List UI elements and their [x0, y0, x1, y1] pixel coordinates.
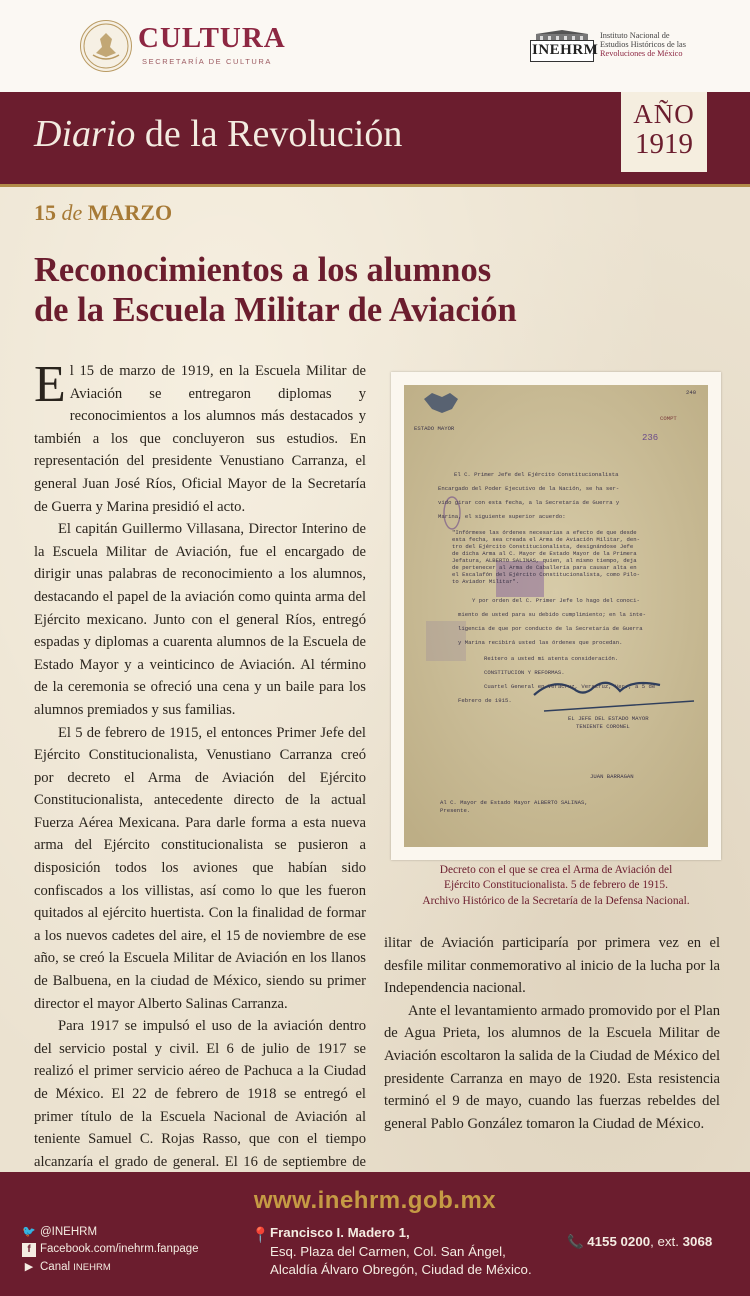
doc-line: Encargado del Poder Ejecutivo de la Nación, se ha ser-: [438, 485, 620, 492]
decree-document-image: [404, 385, 708, 847]
article-date: [34, 200, 172, 226]
doc-stamp: COMPT: [660, 415, 677, 422]
publication-title-italic: Diario: [34, 113, 136, 155]
phone-number: 4155 0200: [587, 1234, 651, 1249]
year-box: [621, 92, 707, 172]
article-column-right: [384, 932, 720, 1135]
institute-line-2: Estudios Históricos de las: [600, 40, 686, 50]
doc-line: y Marina recibirá usted las órdenes que procedan.: [458, 639, 623, 646]
figure-caption: [391, 863, 721, 909]
address-line-2: Esq. Plaza del Carmen, Col. San Ángel,: [270, 1243, 506, 1259]
paragraph-4-continued: ilitar de Aviación participaría por primera vez en el desfile militar conmemorativo al inicio de la lucha por la Independencia nacional.: [384, 935, 720, 997]
location-pin-icon: 📍: [251, 1227, 270, 1244]
doc-line: tro del Ejército Constitucionalista, designándose Jefe: [452, 543, 634, 550]
inehrm-logo: [530, 30, 599, 64]
paragraph-5: Ante el levantamiento armado promovido por el Plan de Agua Prieta, los alumnos de la Escuela Militar de Aviación escoltaron la salida de la Ciudad de México del presidente Carranza en mayo de 1920. Esta resistencia terminó el 9 de mayo, cuando las fuerzas rebeldes del general Pablo González tomaron la Ciudad de México.: [384, 1002, 720, 1132]
doc-line: Jefatura, ALBERTO SALINAS, quien, al mismo tiempo, deja: [452, 557, 637, 564]
drop-cap: E: [34, 356, 66, 413]
paragraph-2: El capitán Guillermo Villasana, Director Interino de la Escuela Militar de Aviación, fue el encargado de dirigir unas palabras de reconocimiento a los alumnos, destacando el papel de la aviación como quinta arma del Ejército mexicano. Junto con el general Ríos, entregó espadas y diplomas a cuarenta alumnos de la Escuela de Estado Mayor y a veinticinco de Aviación. Al término de la ceremonia se ofreció una cena y un baile para los alumnos premiados y sus familias.: [34, 521, 366, 718]
doc-line: vido girar con esta fecha, a la Secretaría de Guerra y: [438, 499, 620, 506]
doc-line: Al C. Mayor de Estado Mayor ALBERTO SALINAS,: [440, 799, 588, 806]
top-header: [0, 0, 750, 92]
institute-line-3: Revoluciones de México: [600, 49, 683, 59]
doc-reference-number: 236: [642, 433, 659, 443]
twitter-handle: @INEHRM: [40, 1226, 98, 1238]
doc-line: "Infórmese las órdenes necesarias a efecto de que desde: [452, 529, 637, 536]
doc-line: de pertenecer al Arma de Caballería para causar alta en: [452, 564, 637, 571]
coat-of-arms-icon: [80, 20, 132, 72]
brand-subtitle: SECRETARÍA DE CULTURA: [142, 57, 273, 66]
date-month: MARZO: [87, 200, 173, 225]
doc-line: el Escalafón del Ejército Constitucionalista, como Pilo-: [452, 571, 640, 578]
doc-line: JUAN BARRAGAN: [590, 773, 634, 780]
institute-line-1: Instituto Nacional de: [600, 31, 670, 40]
youtube-icon: ▶: [24, 1261, 34, 1273]
phone[interactable]: [567, 1234, 712, 1250]
date-de: de: [61, 200, 83, 225]
phone-ext: 3068: [682, 1234, 713, 1249]
phone-ext-label: , ext.: [650, 1234, 679, 1249]
doc-line: Febrero de 1915.: [458, 697, 512, 704]
doc-line: de dicha Arma al C. Mayor de Estado Mayor de la Primera: [452, 550, 637, 557]
doc-line: Reitero a usted mi atenta consideración.: [484, 655, 619, 662]
facebook-url: Facebook.com/inehrm.fanpage: [40, 1243, 199, 1255]
publication-title-rest: de la Revolución: [135, 113, 403, 155]
facebook-link[interactable]: [22, 1242, 199, 1257]
caption-line-2: Ejército Constitucionalista. 5 de febrero de 1915.: [444, 879, 668, 892]
address: [254, 1224, 532, 1280]
paragraph-1: [34, 356, 366, 518]
year-label: AÑO: [633, 99, 695, 129]
doc-page-number: 240: [686, 389, 697, 396]
twitter-icon: 🐦: [22, 1226, 36, 1238]
paragraph-4: Para 1917 se impulsó el uso de la aviación dentro del servicio postal y civil. El 6 de julio de 1917 se realizó el primer servicio aéreo de Pachuca a la Ciudad de México. El 22 de febrero de 1918 se entregó el primer título de la Escuela Nacional de Aviación al teniente Samuel C. Rojas Rasso, que con el tiempo alcanzaría el grado de general. El 16 de septiembre de: [34, 1018, 366, 1170]
website-link[interactable]: www.inehrm.gob.mx: [253, 1187, 497, 1214]
doc-line: CONSTITUCION Y REFORMAS.: [484, 669, 565, 676]
paragraph-3: El 5 de febrero de 1915, el entonces Primer Jefe del Ejército Constitucionalista, Venustiano Carranza creó por decreto el Arma de Aviación del Ejército Constitucionalista, antecedente directo de la actual Fuerza Aérea Mexicana. Para darle forma a esta nueva arma del Ejército constitucionalista se pusieron a disposición todos los aviones que habían sido confiscados a los villistas, así como lo que les fueron quitados al ejército huertista. Con la finalidad de formar a los nuevos cadetes del aire, el 15 de noviembre de ese año, se creó la Escuela Militar de Aviación en los llanos de Balbuena, en la ciudad de México, siendo su primer director el mayor Alberto Salinas Carranza.: [34, 724, 366, 1012]
doc-line: Cuartel General en Veracruz, Veracruz, Ver., a 5 de: [484, 683, 656, 690]
youtube-channel: INEHRM: [73, 1262, 111, 1273]
year-value: 1919: [635, 128, 693, 160]
youtube-link[interactable]: [22, 1260, 111, 1275]
paragraph-1-text: l 15 de marzo de 1919, en la Escuela Militar de Aviación se entregaron diplomas y reconocimientos a los alumnos más destacados y también a los que concluyeron sus estudios. En representación del presidente Venustiano Carranza, el general Juan José Ríos, Oficial Mayor de la Secretaría de Guerra y Marina presidió el acto.: [34, 363, 366, 515]
doc-line: TENIENTE CORONEL: [576, 723, 630, 730]
doc-line: El C. Primer Jefe del Ejército Constitucionalista: [454, 471, 619, 478]
facebook-icon: f: [22, 1243, 36, 1257]
doc-line: Presente.: [440, 807, 471, 814]
date-day: 15: [34, 200, 56, 225]
address-line-3: Alcaldía Álvaro Obregón, Ciudad de México.: [270, 1262, 532, 1277]
twitter-link[interactable]: [22, 1225, 97, 1239]
doc-line: Y por orden del C. Primer Jefe lo hago del conoci-: [472, 597, 640, 604]
doc-line: miento de usted para su debido cumplimiento; en la inte-: [458, 611, 646, 618]
publication-title: [34, 112, 402, 156]
phone-icon: 📞: [567, 1234, 584, 1249]
title-line-1: Reconocimientos a los alumnos: [34, 251, 492, 289]
brand-title: CULTURA: [138, 22, 286, 54]
document-image-frame: [391, 372, 721, 860]
article-column-left: [34, 356, 366, 1196]
title-line-2: de la Escuela Militar de Aviación: [34, 291, 517, 329]
article-title: [34, 250, 724, 330]
youtube-prefix: Canal: [40, 1261, 71, 1273]
address-street: Francisco I. Madero 1,: [270, 1225, 410, 1240]
inehrm-logo-text: INEHRM: [532, 42, 599, 58]
caption-line-1: Decreto con el que se crea el Arma de Aviación del: [439, 864, 673, 876]
doc-estado-mayor: ESTADO MAYOR: [414, 425, 455, 432]
footer: [0, 1172, 750, 1296]
doc-line: EL JEFE DEL ESTADO MAYOR: [568, 715, 649, 722]
doc-line: to Aviador Militar".: [452, 578, 520, 585]
doc-line: esta fecha, sea creada el Arma de Aviación Militar, den-: [452, 536, 640, 543]
caption-line-3: Archivo Histórico de la Secretaría de la Defensa Nacional.: [422, 894, 690, 907]
doc-line: ligencia de que por conducto de la Secretaría de Guerra: [458, 625, 643, 632]
doc-line: Marina, el siguiente superior acuerdo:: [438, 513, 566, 520]
institute-name: [600, 31, 740, 59]
